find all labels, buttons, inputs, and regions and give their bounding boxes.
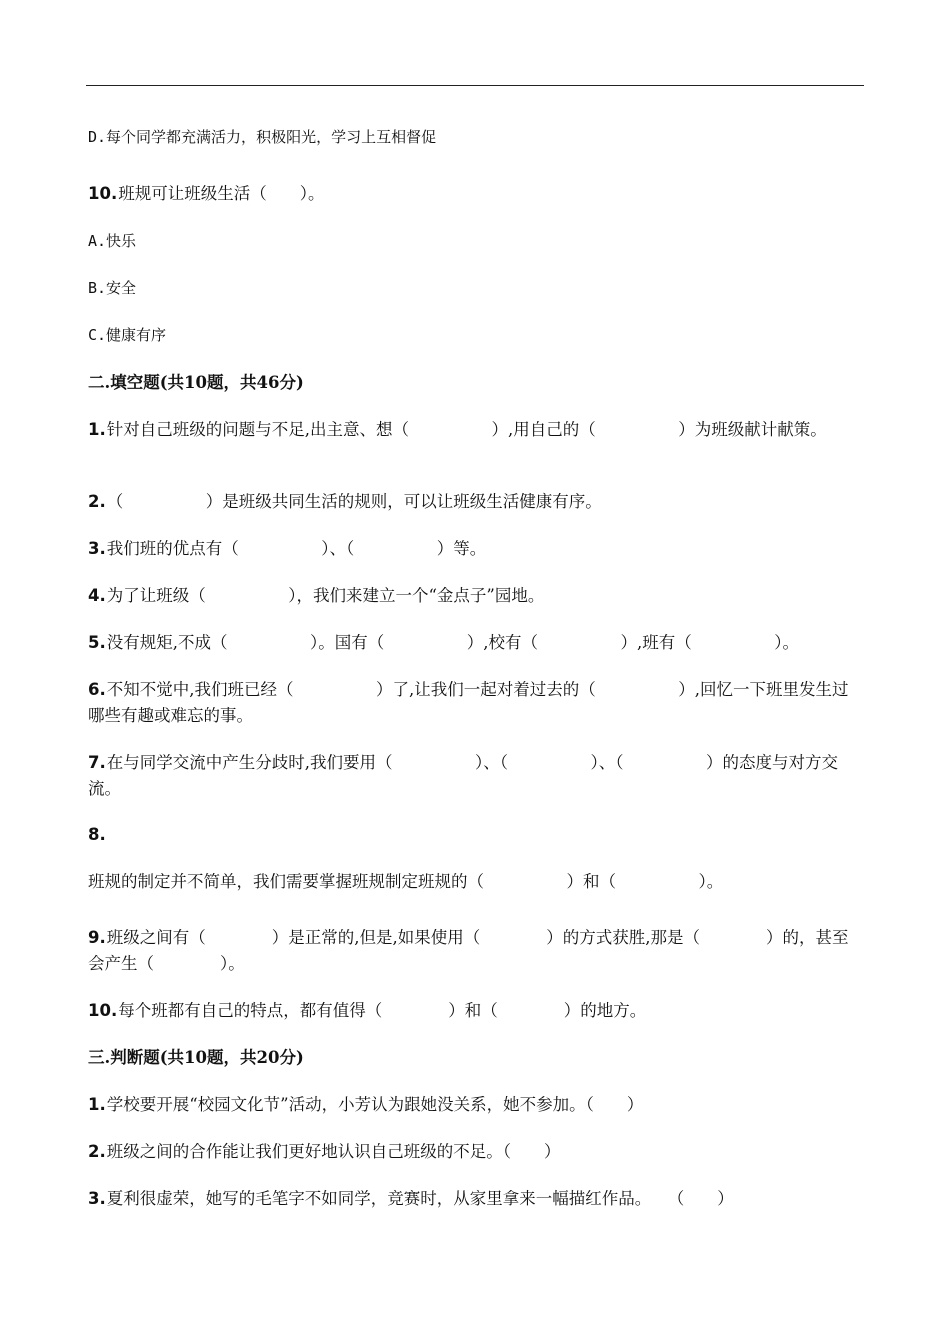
fill-question-3: [88, 536, 864, 562]
fill-question-8-number: [88, 822, 864, 848]
option-b: [88, 275, 864, 301]
question-10: [88, 181, 864, 207]
fill-question-7: [88, 750, 864, 802]
fill-question-10: [88, 998, 864, 1024]
question-text: 学校要开展“校园文化节”活动，小芳认为跟她没关系，她不参加。（ ）: [106, 1095, 644, 1114]
question-text: 班级之间的合作能让我们更好地认识自己班级的不足。（ ）: [106, 1142, 561, 1161]
judge-question-3: [88, 1186, 864, 1212]
section-3-title: 三.判断题(共10题，共20分): [88, 1048, 304, 1067]
question-number: 4.: [88, 586, 106, 605]
question-text: 我们班的优点有（ ）、（ ）等。: [106, 539, 487, 558]
question-text: 为了让班级（ ），我们来建立一个“金点子”园地。: [106, 586, 545, 605]
question-text: 每个班都有自己的特点，都有值得（ ）和（ ）的地方。: [118, 1001, 647, 1020]
question-number: 6.: [88, 680, 106, 699]
fill-question-5: [88, 630, 864, 656]
question-text: 班规的制定并不简单，我们需要掌握班规制定班规的（ ）和（ ）。: [88, 872, 724, 891]
option-a-text: A.快乐: [88, 232, 137, 250]
question-number: 3.: [88, 539, 106, 558]
fill-question-1: [88, 417, 864, 443]
fill-question-9: [88, 925, 864, 977]
judge-question-1: [88, 1092, 864, 1118]
fill-question-4: [88, 583, 864, 609]
question-number: 1.: [88, 420, 106, 439]
option-d-text: D.每个同学都充满活力，积极阳光，学习上互相督促: [88, 128, 437, 146]
option-a: [88, 228, 864, 254]
fill-question-8: [88, 869, 864, 895]
question-number: 9.: [88, 928, 106, 947]
section-2-title: 二.填空题(共10题，共46分): [88, 373, 304, 392]
question-number: 1.: [88, 1095, 106, 1114]
option-b-text: B.安全: [88, 279, 137, 297]
question-number: 2.: [88, 492, 106, 511]
question-text: 针对自己班级的问题与不足,出主意、想（ ）,用自己的（ ）为班级献计献策。: [106, 420, 827, 439]
option-c: [88, 322, 864, 348]
header-rule: [86, 85, 864, 86]
question-number: 2.: [88, 1142, 106, 1161]
option-d: [88, 124, 864, 150]
question-number: 7.: [88, 753, 106, 772]
question-text: 班级之间有（ ）是正常的,但是,如果使用（ ）的方式获胜,那是（ ）的，甚至会产生（ ）。: [88, 928, 849, 973]
fill-question-6: [88, 677, 864, 729]
question-number: 8.: [88, 825, 106, 844]
fill-question-2: [88, 489, 864, 515]
question-number: 10.: [88, 1001, 118, 1020]
question-text: 不知不觉中,我们班已经（ ）了,让我们一起对着过去的（ ）,回忆一下班里发生过哪些有趣或难忘的事。: [88, 680, 849, 725]
question-text: 夏利很虚荣，她写的毛笔字不如同学，竞赛时，从家里拿来一幅描红作品。 （ ）: [106, 1189, 734, 1208]
question-number: 3.: [88, 1189, 106, 1208]
question-text: （ ）是班级共同生活的规则，可以让班级生活健康有序。: [106, 492, 602, 511]
judge-question-2: [88, 1139, 864, 1165]
question-number: 10.: [88, 184, 118, 203]
question-text: 没有规矩,不成（ ）。国有（ ）,校有（ ）,班有（ ）。: [106, 633, 799, 652]
question-text: 在与同学交流中产生分歧时,我们要用（ ）、（ ）、（ ）的态度与对方交流。: [88, 753, 838, 798]
option-c-text: C.健康有序: [88, 326, 167, 344]
question-text: 班规可让班级生活（ ）。: [118, 184, 325, 203]
question-number: 5.: [88, 633, 106, 652]
